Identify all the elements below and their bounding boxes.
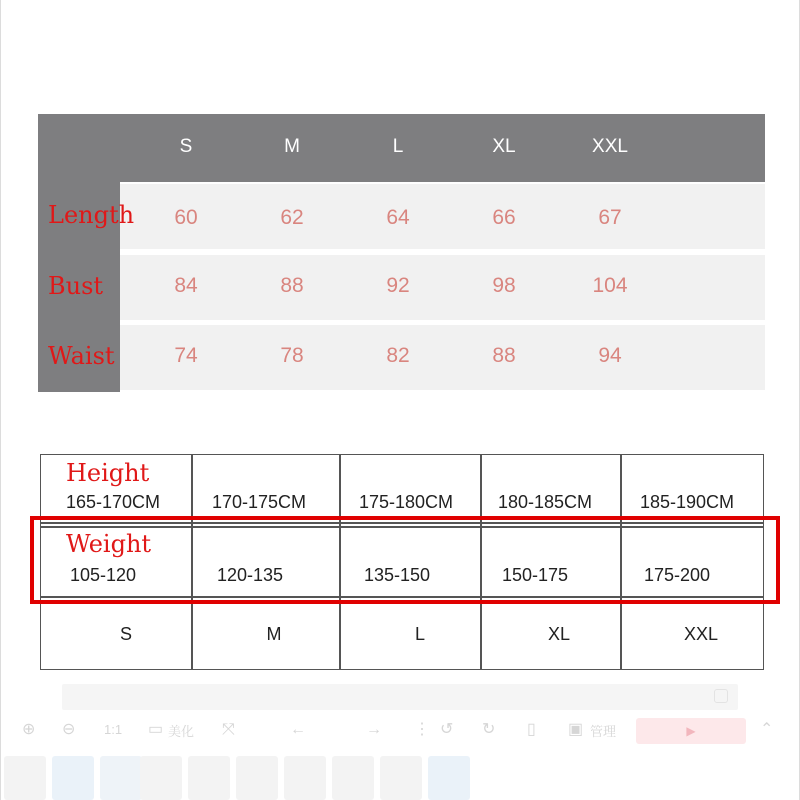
table-cell: 78 <box>280 344 304 367</box>
size-header-s: S <box>179 136 193 157</box>
thumbnail[interactable] <box>428 756 470 800</box>
more-icon[interactable]: ⋮ <box>414 721 430 738</box>
rotate-left-icon[interactable]: ↺ <box>440 721 454 738</box>
table-cell: 67 <box>598 206 622 229</box>
thumbnail[interactable] <box>140 756 182 800</box>
table-cell: 165-170CM <box>66 492 161 512</box>
row-label-weight: Weight <box>66 530 152 558</box>
table-cell: 88 <box>492 344 516 367</box>
row-label-waist: Waist <box>48 342 115 370</box>
image-viewer-toolbar <box>0 712 800 748</box>
table-cell: 92 <box>386 274 410 297</box>
beautify-label[interactable]: 美化 <box>168 724 195 739</box>
frame-left-edge <box>0 0 1 800</box>
table-cell: 150-175 <box>502 565 569 585</box>
manage-icon[interactable]: ▣ <box>568 721 584 738</box>
table-cell: 62 <box>280 206 304 229</box>
table-cell-size-xxl: XXL <box>683 624 719 644</box>
thumbnail-strip <box>0 752 800 800</box>
thumbnail[interactable] <box>100 756 142 800</box>
table-cell-size-xl: XL <box>547 624 571 644</box>
table-cell: 64 <box>386 206 410 229</box>
table-cell: 60 <box>174 206 198 229</box>
weight-row-highlight-box <box>30 516 780 604</box>
thumbnail[interactable] <box>4 756 46 800</box>
size-header-m: M <box>284 136 300 157</box>
row-label-height: Height <box>66 459 150 487</box>
table-cell: 82 <box>386 344 410 367</box>
size-header-xl: XL <box>492 136 516 157</box>
thumbnail[interactable] <box>284 756 326 800</box>
camera-icon[interactable] <box>714 689 728 703</box>
table-cell: 74 <box>174 344 198 367</box>
table-cell-size-s: S <box>119 624 132 644</box>
zoom-in-icon[interactable]: ⊕ <box>22 721 36 738</box>
table-cell: 175-200 <box>644 565 711 585</box>
thumbnail[interactable] <box>380 756 422 800</box>
size-header-l: L <box>392 136 404 157</box>
table-cell: 88 <box>280 274 304 297</box>
table-cell: 98 <box>492 274 516 297</box>
arrow-left-icon[interactable]: ← <box>290 721 306 738</box>
trash-icon[interactable]: ▯ <box>527 721 536 738</box>
table-cell: 175-180CM <box>359 492 454 512</box>
thumbnail[interactable] <box>236 756 278 800</box>
table-cell: 135-150 <box>364 565 431 585</box>
row-label-length: Length <box>48 201 135 229</box>
ratio-icon[interactable]: 1:1 <box>104 722 123 737</box>
thumbnail[interactable] <box>188 756 230 800</box>
rotate-right-icon[interactable]: ↻ <box>482 721 496 738</box>
thumbnail[interactable] <box>332 756 374 800</box>
table-cell: 120-135 <box>217 565 284 585</box>
table-cell: 66 <box>492 206 516 229</box>
table-cell: 185-190CM <box>640 492 735 512</box>
table-cell: 94 <box>598 344 622 367</box>
manage-label[interactable]: 管理 <box>590 724 617 739</box>
zoom-out-icon[interactable]: ⊖ <box>62 721 76 738</box>
row-label-bust: Bust <box>48 272 104 300</box>
size-header-xxl: XXL <box>592 136 628 157</box>
arrow-right-icon[interactable]: → <box>366 721 382 738</box>
share-icon[interactable]: ⤧ <box>222 721 235 738</box>
thumbnail[interactable] <box>52 756 94 800</box>
up-icon[interactable]: ⌃ <box>760 721 774 738</box>
table-cell: 105-120 <box>70 565 137 585</box>
table-cell: 170-175CM <box>212 492 307 512</box>
table-cell-size-m: M <box>266 624 282 644</box>
table-cell: 180-185CM <box>498 492 593 512</box>
table-cell-size-l: L <box>414 624 425 644</box>
table-cell: 84 <box>174 274 198 297</box>
table-cell: 104 <box>592 274 628 297</box>
beautify-icon[interactable]: ▭ <box>148 721 164 738</box>
caption-bar[interactable] <box>62 684 738 710</box>
video-icon[interactable]: ▶ <box>636 718 746 744</box>
